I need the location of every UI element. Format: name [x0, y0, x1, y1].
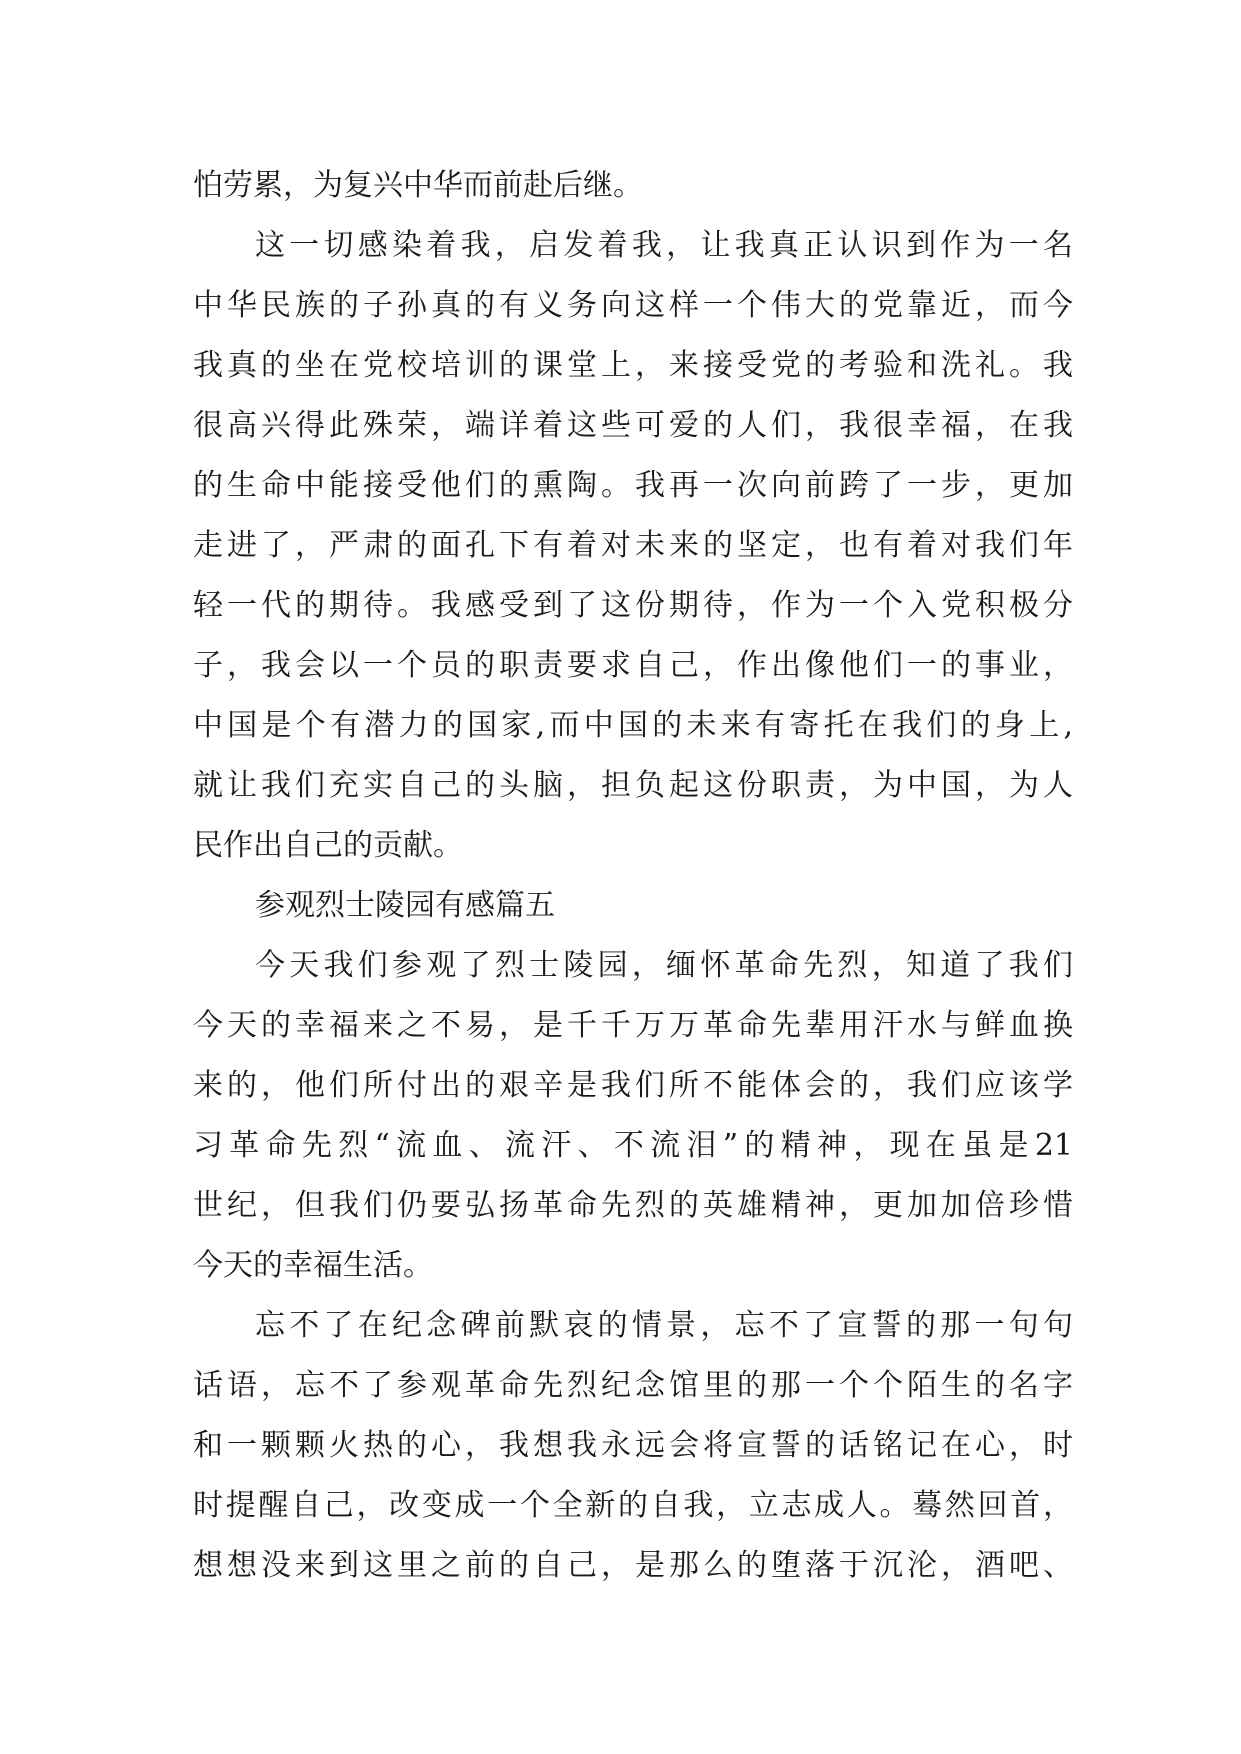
text-line: 忘不了在纪念碑前默哀的情景，忘不了宣誓的那一句句 — [255, 1308, 1073, 1343]
text-line: 今天的幸福来之不易，是千千万万革命先辈用汗水与鲜血换 — [193, 1008, 1073, 1043]
text-line: 话语，忘不了参观革命先烈纪念馆里的那一个个陌生的名字 — [193, 1368, 1073, 1403]
text-line: 子，我会以一个员的职责要求自己，作出像他们一的事业， — [193, 648, 1073, 683]
text-line: 习革命先烈“流血、流汗、不流泪”的精神，现在虽是21 — [193, 1128, 1073, 1163]
text-line: 很高兴得此殊荣，端详着这些可爱的人们，我很幸福，在我 — [193, 408, 1073, 443]
text-line: 想想没来到这里之前的自己，是那么的堕落于沉沦，酒吧、 — [193, 1548, 1073, 1583]
text-line: 民作出自己的贡献。 — [193, 828, 463, 863]
text-line: 中国是个有潜力的国家,而中国的未来有寄托在我们的身上, — [193, 708, 1073, 743]
text-line: 怕劳累，为复兴中华而前赴后继。 — [193, 168, 643, 203]
text-line: 时提醒自己，改变成一个全新的自我，立志成人。蓦然回首， — [193, 1488, 1073, 1523]
text-line: 中华民族的子孙真的有义务向这样一个伟大的党靠近，而今 — [193, 288, 1073, 323]
body-text — [193, 156, 1073, 1596]
text-line: 的生命中能接受他们的熏陶。我再一次向前跨了一步，更加 — [193, 468, 1073, 503]
text-line: 今天我们参观了烈士陵园，缅怀革命先烈，知道了我们 — [255, 948, 1073, 983]
text-line: 来的，他们所付出的艰辛是我们所不能体会的，我们应该学 — [193, 1068, 1073, 1103]
text-line: 世纪，但我们仍要弘扬革命先烈的英雄精神，更加加倍珍惜 — [193, 1188, 1073, 1223]
text-line: 今天的幸福生活。 — [193, 1248, 433, 1283]
text-line: 这一切感染着我，启发着我，让我真正认识到作为一名 — [255, 228, 1073, 263]
text-line: 就让我们充实自己的头脑，担负起这份职责，为中国，为人 — [193, 768, 1073, 803]
text-line: 走进了，严肃的面孔下有着对未来的坚定，也有着对我们年 — [193, 528, 1073, 563]
section-heading: 参观烈士陵园有感篇五 — [255, 888, 555, 923]
text-line: 和一颗颗火热的心，我想我永远会将宣誓的话铭记在心，时 — [193, 1428, 1073, 1463]
text-line: 轻一代的期待。我感受到了这份期待，作为一个入党积极分 — [193, 588, 1073, 623]
text-line: 我真的坐在党校培训的课堂上，来接受党的考验和洗礼。我 — [193, 348, 1073, 383]
